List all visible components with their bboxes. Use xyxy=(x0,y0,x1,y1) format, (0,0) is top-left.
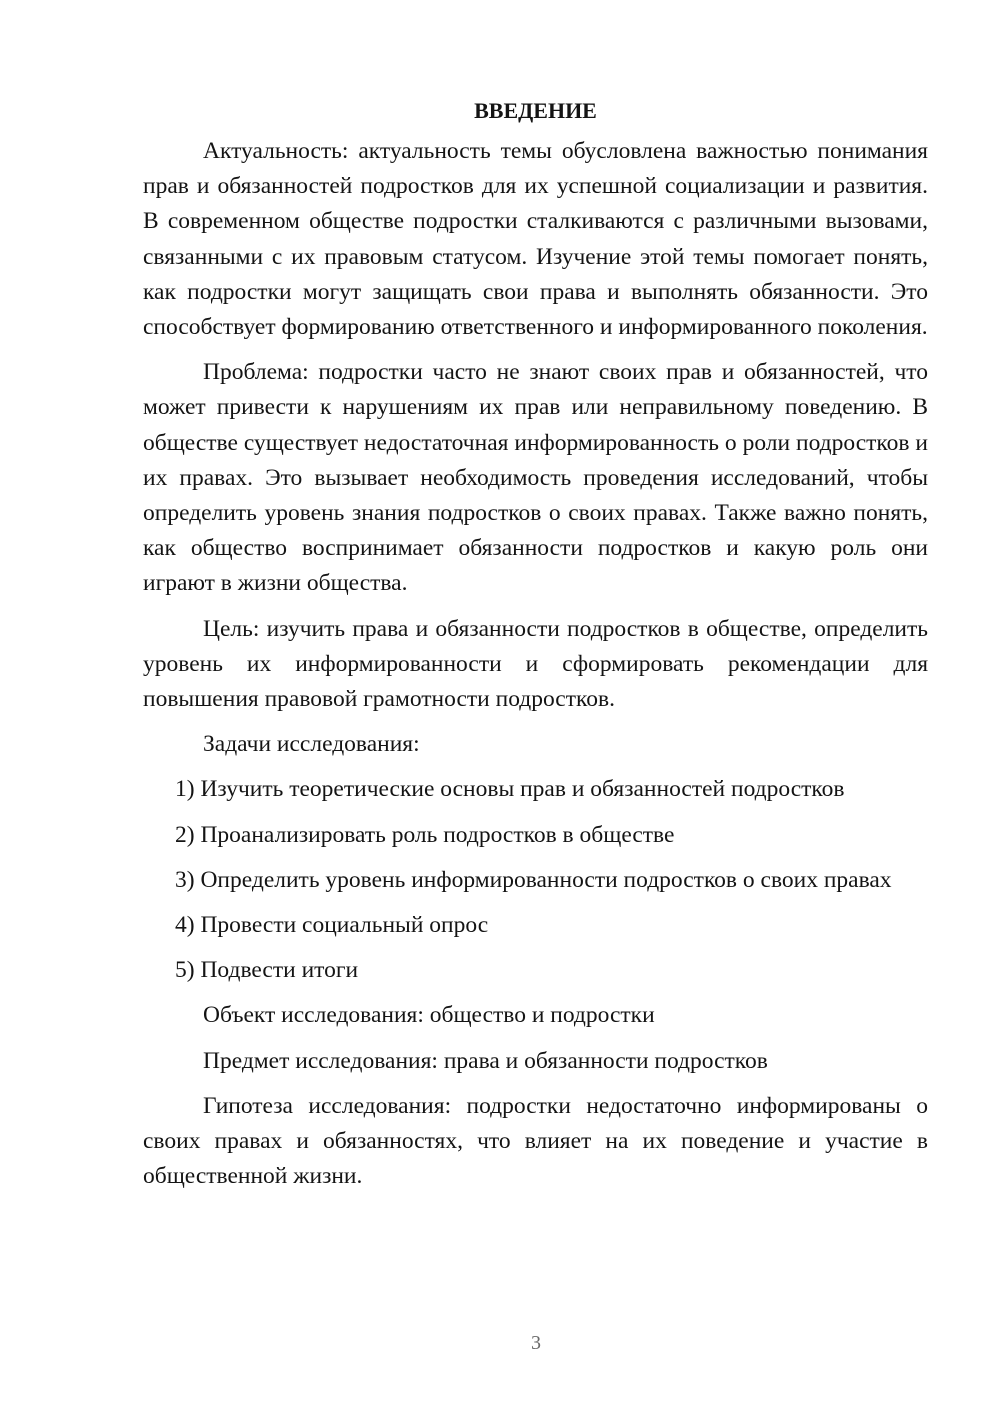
page-number: 3 xyxy=(531,1332,541,1354)
page-title: ВВЕДЕНИЕ xyxy=(474,98,597,123)
research-object: Объект исследования: общество и подростки xyxy=(203,1002,655,1029)
research-hypothesis: Гипотеза исследования: подростки недостаточно информированы о своих правах и обязанностях, что влияет на их поведение и участие в общественной жизни. xyxy=(143,1092,928,1190)
document-page xyxy=(143,94,928,1194)
goal-paragraph: Цель: изучить права и обязанности подростков в обществе, определить уровень их информированности и сформировать рекомендации для повышения правовой грамотности подростков. xyxy=(143,615,928,713)
task-item-1: 1) Изучить теоретические основы прав и обязанностей подростков xyxy=(175,776,845,803)
task-item-3: 3) Определить уровень информированности подростков о своих правах xyxy=(175,866,892,893)
task-item-5: 5) Подвести итоги xyxy=(175,957,359,984)
problem-paragraph: Проблема: подростки часто не знают своих прав и обязанностей, что может привести к нарушениям их прав или неправильному поведению. В обществе существует недостаточная информированность о роли подростков и их правах. Это вызывает необходимость проведения исследований, чтобы определить уровень знания подростков о своих правах. Также важно понять, как общество воспринимает обязанности подростков и какую роль они играют в жизни общества. xyxy=(143,359,928,597)
research-subject: Предмет исследования: права и обязанности подростков xyxy=(203,1047,768,1074)
tasks-heading: Задачи исследования: xyxy=(203,731,420,758)
relevance-paragraph: Актуальность: актуальность темы обусловлена важностью понимания прав и обязанностей подростков для их успешной социализации и развития. В современном обществе подростки сталкиваются с различными вызовами, связанными с их правовым статусом. Изучение этой темы помогает понять, как подростки могут защищать свои права и выполнять обязанности. Это способствует формированию ответственного и информированного поколения. xyxy=(143,138,928,341)
task-item-2: 2) Проанализировать роль подростков в обществе xyxy=(175,821,675,848)
task-item-4: 4) Провести социальный опрос xyxy=(175,912,489,939)
